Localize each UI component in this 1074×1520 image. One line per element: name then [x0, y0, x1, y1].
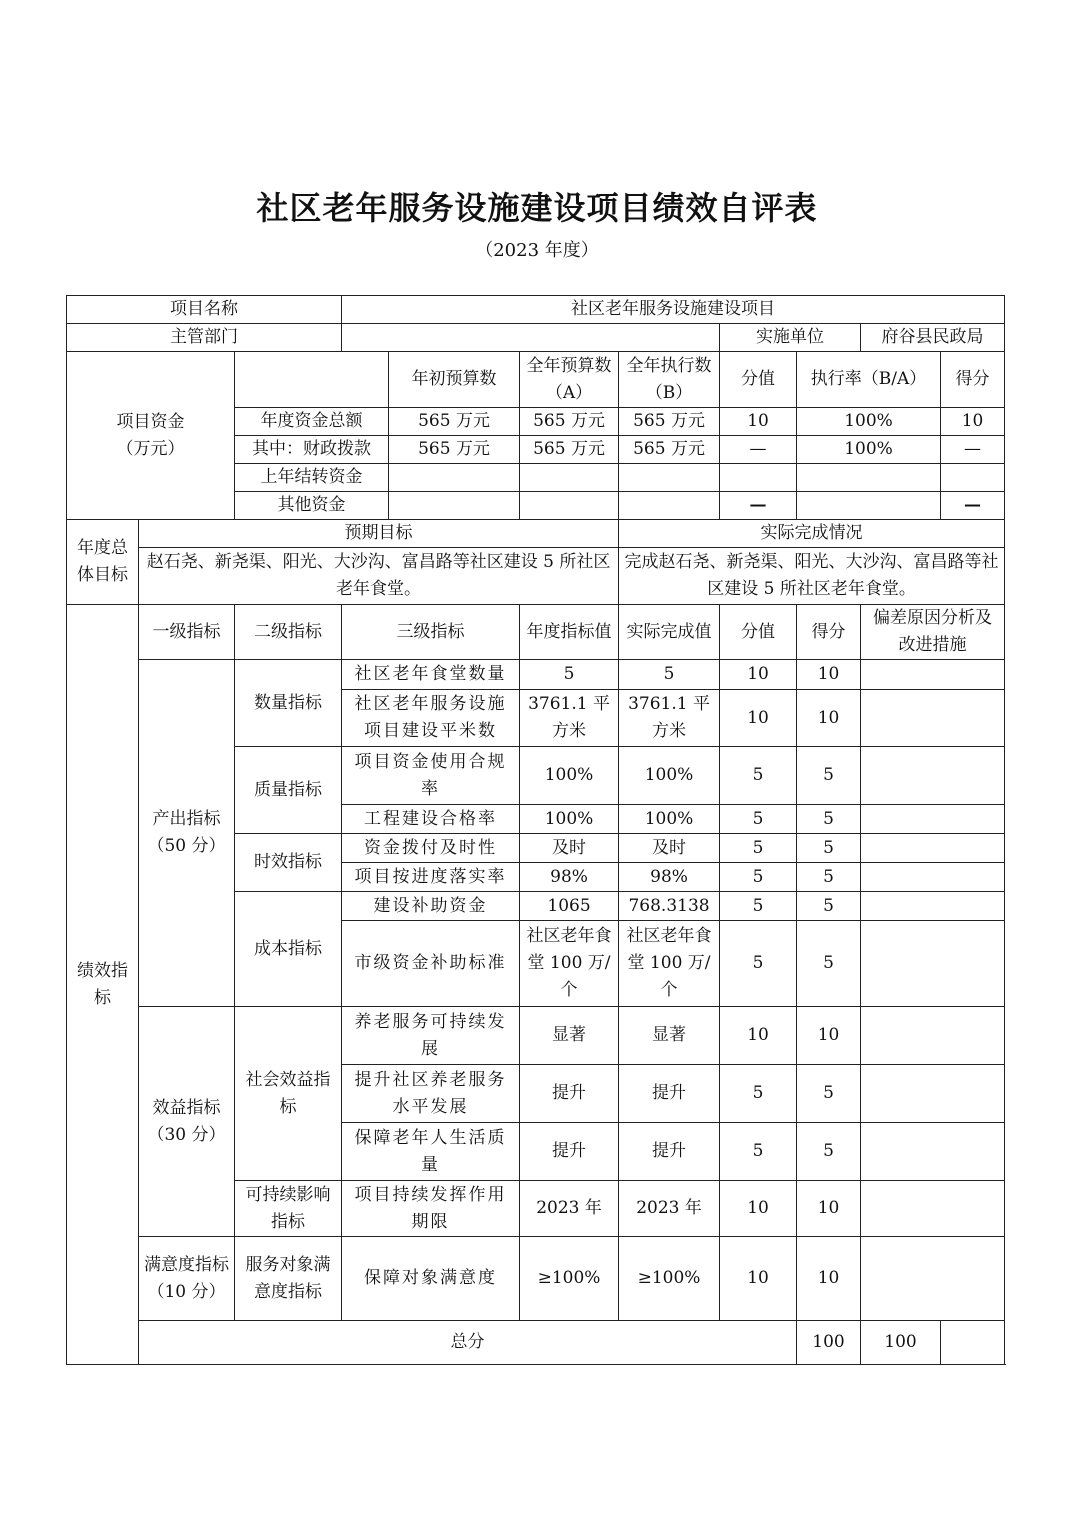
goals-content-row	[67, 548, 1005, 605]
header-level1: 一级指标	[139, 605, 235, 660]
funds-row-initial	[389, 492, 520, 520]
level1-output: 产出指标（50 分）	[139, 660, 235, 1007]
indicator-name: 保障老年人生活质量	[342, 1123, 520, 1181]
header-value: 分值	[720, 605, 797, 660]
level2-quantity: 数量指标	[235, 660, 342, 747]
indicator-deviation	[861, 1237, 1005, 1321]
indicator-value: 5	[720, 863, 797, 892]
funds-row-value: —	[720, 436, 797, 464]
indicator-actual: 社区老年食堂 100 万/个	[619, 921, 720, 1007]
indicator-deviation	[861, 892, 1005, 921]
indicator-value: 5	[720, 1123, 797, 1181]
indicator-score: 10	[797, 690, 861, 747]
indicator-actual: 及时	[619, 834, 720, 863]
indicator-name: 社区老年食堂数量	[342, 660, 520, 690]
funds-row-budget	[520, 464, 619, 492]
level2-cost: 成本指标	[235, 892, 342, 1007]
indicator-row	[67, 1007, 1005, 1065]
funds-row-budget: 565 万元	[520, 408, 619, 436]
level2-sustain: 可持续影响指标	[235, 1181, 342, 1237]
indicator-score: 10	[797, 1007, 861, 1065]
indicator-score: 5	[797, 863, 861, 892]
indicator-actual: 98%	[619, 863, 720, 892]
total-deviation	[941, 1321, 1005, 1365]
funds-row-budget: 565 万元	[520, 436, 619, 464]
indicator-target: 显著	[520, 1007, 619, 1065]
indicator-value: 10	[720, 1237, 797, 1321]
indicator-name: 提升社区养老服务水平发展	[342, 1065, 520, 1123]
goals-expected-header: 预期目标	[139, 520, 619, 548]
level2-timeliness: 时效指标	[235, 834, 342, 892]
funds-row-rate	[797, 464, 941, 492]
indicator-value: 10	[720, 1181, 797, 1237]
indicators-label: 绩效指标	[67, 605, 139, 1365]
funds-row-rate: 100%	[797, 436, 941, 464]
indicator-value: 10	[720, 660, 797, 690]
funds-row-exec	[619, 464, 720, 492]
funds-row-rate	[797, 492, 941, 520]
page-subtitle: （2023 年度）	[475, 240, 599, 261]
project-name-row	[67, 296, 1005, 324]
funds-row-label: 上年结转资金	[235, 464, 389, 492]
indicator-deviation	[861, 921, 1005, 1007]
funds-row-initial: 565 万元	[389, 408, 520, 436]
indicator-score: 5	[797, 892, 861, 921]
project-name-value: 社区老年服务设施建设项目	[342, 296, 1005, 324]
goals-label: 年度总体目标	[67, 520, 139, 605]
impl-value: 府谷县民政局	[861, 324, 1005, 352]
level2-social: 社会效益指标	[235, 1007, 342, 1181]
funds-header-value: 分值	[720, 352, 797, 408]
indicator-name: 养老服务可持续发展	[342, 1007, 520, 1065]
indicator-score: 5	[797, 834, 861, 863]
indicator-target: 1065	[520, 892, 619, 921]
indicator-target: ≥100%	[520, 1237, 619, 1321]
indicator-deviation	[861, 805, 1005, 834]
indicator-value: 5	[720, 805, 797, 834]
indicator-score: 10	[797, 660, 861, 690]
funds-header-score: 得分	[941, 352, 1005, 408]
funds-header-exec: 全年执行数（B）	[619, 352, 720, 408]
level2-quality: 质量指标	[235, 747, 342, 834]
funds-header-initial: 年初预算数	[389, 352, 520, 408]
goals-expected: 赵石尧、新尧渠、阳光、大沙沟、富昌路等社区建设 5 所社区老年食堂。	[139, 548, 619, 605]
header-level3: 三级指标	[342, 605, 520, 660]
funds-row-initial: 565 万元	[389, 436, 520, 464]
indicator-actual: 提升	[619, 1123, 720, 1181]
indicator-target: 3761.1 平方米	[520, 690, 619, 747]
indicator-actual: 提升	[619, 1065, 720, 1123]
indicator-actual: 3761.1 平方米	[619, 690, 720, 747]
funds-row-rate: 100%	[797, 408, 941, 436]
indicator-actual: 2023 年	[619, 1181, 720, 1237]
page-title: 社区老年服务设施建设项目绩效自评表	[256, 189, 818, 227]
indicator-target: 5	[520, 660, 619, 690]
indicator-value: 10	[720, 690, 797, 747]
indicator-name: 项目持续发挥作用期限	[342, 1181, 520, 1237]
indicator-actual: 5	[619, 660, 720, 690]
indicator-name: 社区老年服务设施项目建设平米数	[342, 690, 520, 747]
evaluation-table	[66, 295, 1005, 1365]
indicator-deviation	[861, 747, 1005, 805]
level2-service: 服务对象满意度指标	[235, 1237, 342, 1321]
funds-header-row	[67, 352, 1005, 408]
indicator-score: 5	[797, 747, 861, 805]
indicator-target: 提升	[520, 1065, 619, 1123]
indicator-deviation	[861, 834, 1005, 863]
funds-row-value: —	[720, 492, 797, 520]
indicator-actual: 100%	[619, 805, 720, 834]
indicator-score: 10	[797, 1237, 861, 1321]
indicator-name: 项目按进度落实率	[342, 863, 520, 892]
total-value: 100	[797, 1321, 861, 1365]
dept-row	[67, 324, 1005, 352]
indicator-name: 资金拨付及时性	[342, 834, 520, 863]
dept-label: 主管部门	[67, 324, 342, 352]
indicator-value: 5	[720, 921, 797, 1007]
indicator-score: 5	[797, 921, 861, 1007]
header-level2: 二级指标	[235, 605, 342, 660]
impl-label: 实施单位	[720, 324, 861, 352]
indicator-deviation	[861, 1007, 1005, 1065]
level1-benefit: 效益指标（30 分）	[139, 1007, 235, 1237]
indicator-score: 5	[797, 1123, 861, 1181]
total-score: 100	[861, 1321, 941, 1365]
indicator-deviation	[861, 1065, 1005, 1123]
funds-blank-header	[235, 352, 389, 408]
funds-row-score: 10	[941, 408, 1005, 436]
indicator-deviation	[861, 863, 1005, 892]
level1-satisfaction: 满意度指标（10 分）	[139, 1237, 235, 1321]
funds-row-score: —	[941, 492, 1005, 520]
goals-actual-header: 实际完成情况	[619, 520, 1005, 548]
funds-row-score	[941, 464, 1005, 492]
funds-label-line1: 项目资金	[116, 411, 185, 432]
funds-row-score: —	[941, 436, 1005, 464]
header-score: 得分	[797, 605, 861, 660]
dept-value	[342, 324, 720, 352]
indicator-name: 工程建设合格率	[342, 805, 520, 834]
funds-row-label: 年度资金总额	[235, 408, 389, 436]
funds-row-value	[720, 464, 797, 492]
funds-label	[67, 352, 235, 520]
funds-label-line2: （万元）	[116, 438, 185, 459]
header-target: 年度指标值	[520, 605, 619, 660]
indicator-target: 2023 年	[520, 1181, 619, 1237]
indicator-score: 5	[797, 1065, 861, 1123]
funds-row-initial	[389, 464, 520, 492]
indicator-deviation	[861, 1123, 1005, 1181]
indicator-value: 5	[720, 747, 797, 805]
indicator-score: 5	[797, 805, 861, 834]
indicator-deviation	[861, 660, 1005, 690]
goals-actual: 完成赵石尧、新尧渠、阳光、大沙沟、富昌路等社区建设 5 所社区老年食堂。	[619, 548, 1005, 605]
indicator-value: 5	[720, 892, 797, 921]
indicator-value: 10	[720, 1007, 797, 1065]
funds-row-exec: 565 万元	[619, 408, 720, 436]
total-row	[67, 1321, 1005, 1365]
indicator-name: 保障对象满意度	[342, 1237, 520, 1321]
indicator-target: 100%	[520, 747, 619, 805]
indicator-deviation	[861, 690, 1005, 747]
indicators-header-row	[67, 605, 1005, 660]
indicator-target: 及时	[520, 834, 619, 863]
indicator-name: 建设补助资金	[342, 892, 520, 921]
indicator-target: 98%	[520, 863, 619, 892]
indicator-deviation	[861, 1181, 1005, 1237]
indicator-actual: ≥100%	[619, 1237, 720, 1321]
indicator-name: 市级资金补助标准	[342, 921, 520, 1007]
indicator-actual: 100%	[619, 747, 720, 805]
indicator-actual: 768.3138	[619, 892, 720, 921]
total-label: 总分	[139, 1321, 797, 1365]
indicator-score: 10	[797, 1181, 861, 1237]
indicator-value: 5	[720, 834, 797, 863]
project-name-label: 项目名称	[67, 296, 342, 324]
header-deviation: 偏差原因分析及改进措施	[861, 605, 1005, 660]
indicator-target: 提升	[520, 1123, 619, 1181]
indicator-actual: 显著	[619, 1007, 720, 1065]
funds-row-exec	[619, 492, 720, 520]
funds-row-budget	[520, 492, 619, 520]
indicator-row	[67, 660, 1005, 690]
funds-row-exec: 565 万元	[619, 436, 720, 464]
goals-header-row	[67, 520, 1005, 548]
funds-header-budget: 全年预算数（A）	[520, 352, 619, 408]
funds-header-rate: 执行率（B/A）	[797, 352, 941, 408]
indicator-name: 项目资金使用合规率	[342, 747, 520, 805]
funds-row-value: 10	[720, 408, 797, 436]
funds-row-label: 其他资金	[235, 492, 389, 520]
funds-row-label: 其中：财政拨款	[235, 436, 389, 464]
indicator-target: 100%	[520, 805, 619, 834]
indicator-target: 社区老年食堂 100 万/个	[520, 921, 619, 1007]
indicator-value: 5	[720, 1065, 797, 1123]
indicator-row	[67, 1237, 1005, 1321]
header-actual: 实际完成值	[619, 605, 720, 660]
